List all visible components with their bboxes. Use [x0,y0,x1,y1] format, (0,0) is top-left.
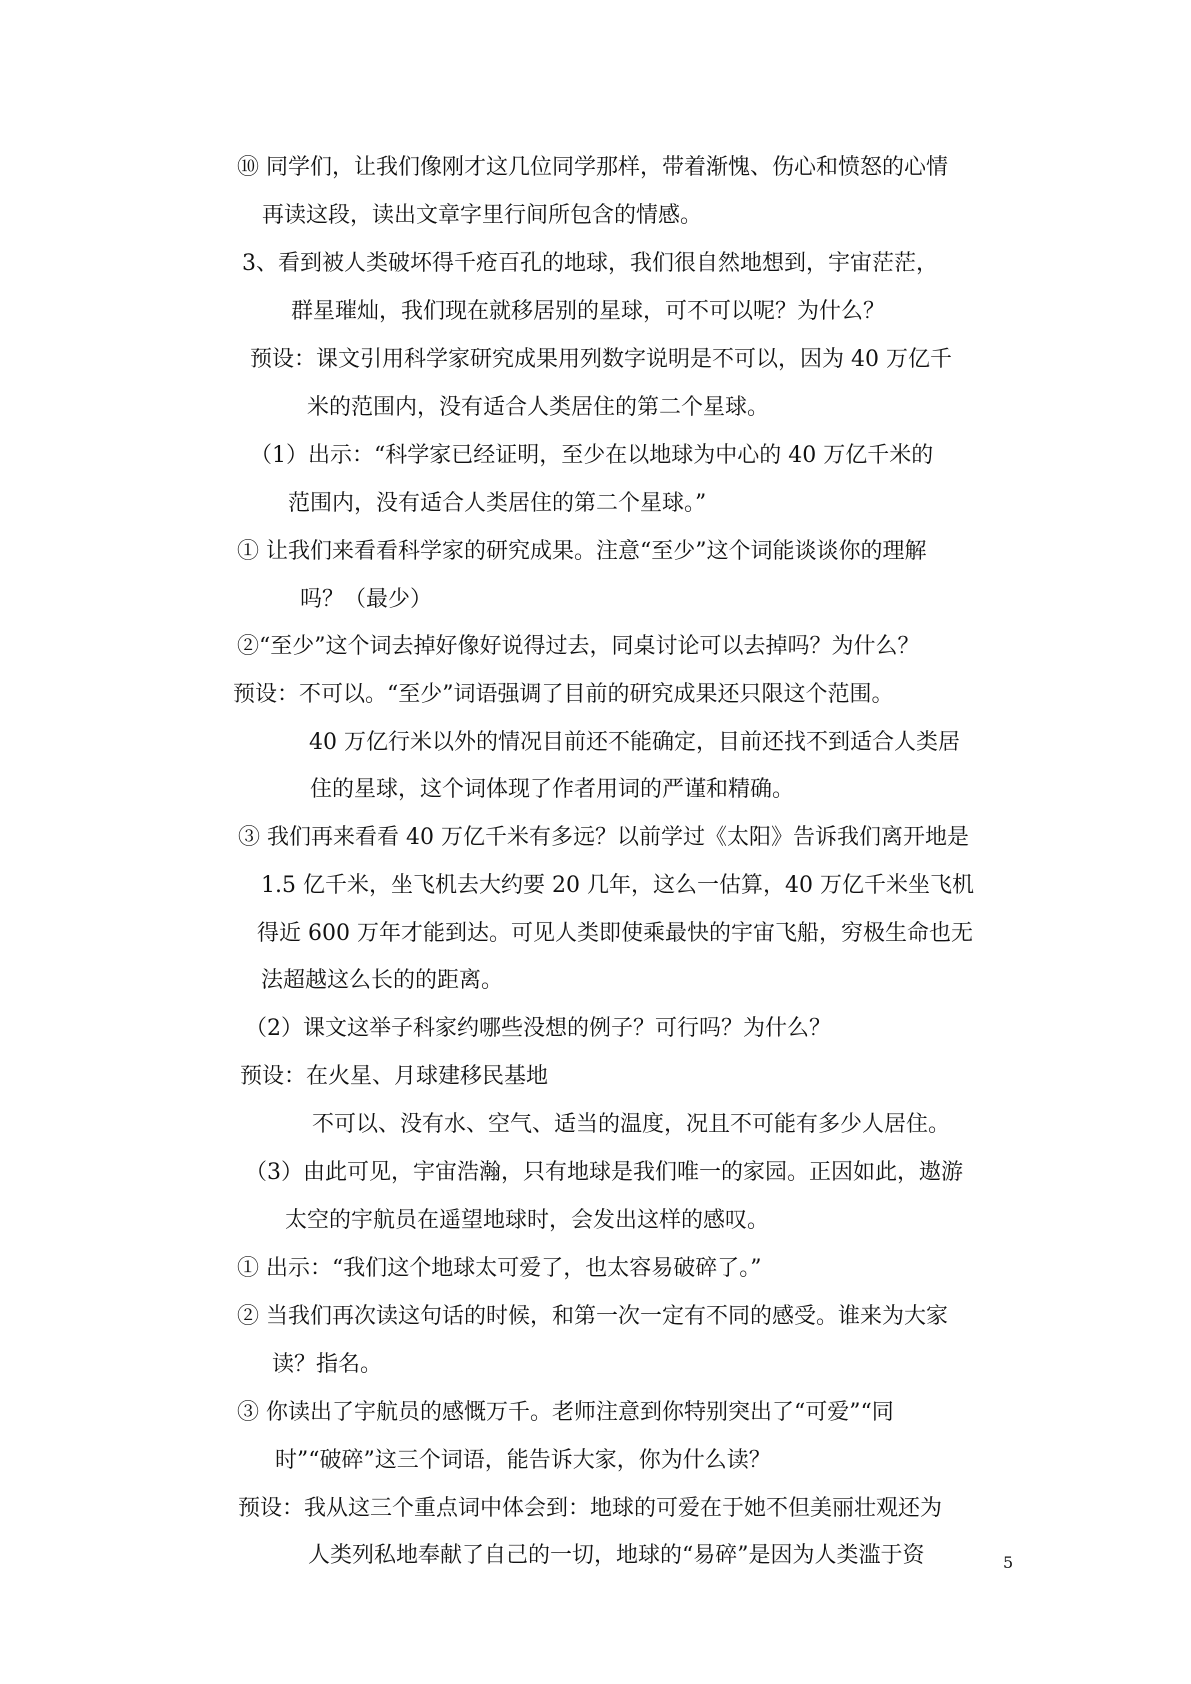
text-line: 预设：在火星、月球建移民基地 [240,1064,549,1089]
text-line: 吗？（最少） [300,587,433,612]
text-line: ⑩ 同学们，让我们像刚才这几位同学那样，带着渐愧、伤心和愤怒的心情 [237,155,948,180]
text-line: 时”“破碎”这三个词语，能告诉大家，你为什么读？ [275,1448,771,1473]
text-line: 法超越这么长的的距离。 [261,968,504,993]
text-line: 群星璀灿，我们现在就移居别的星球，可不可以呢？为什么？ [291,299,886,324]
text-line: ③ 你读出了宇航员的感慨万千。老师注意到你特别突出了“可爱”“同 [237,1400,894,1425]
text-line: 米的范围内，没有适合人类居住的第二个星球。 [307,395,770,420]
text-line: 3、看到被人类破坏得千疮百孔的地球，我们很自然地想到，宇宙茫茫， [242,251,938,276]
text-line: 住的星球，这个词体现了作者用词的严谨和精确。 [310,777,795,802]
page-number: 5 [1003,1553,1014,1572]
text-line: 1.5 亿千米，坐飞机去大约要 20 几年，这么一估算，40 万亿千米坐飞机 [261,873,974,898]
text-line: 预设：课文引用科学家研究成果用列数字说明是不可以，因为 40 万亿千 [250,347,952,372]
text-line: 太空的宇航员在遥望地球时，会发出这样的感叹。 [285,1208,770,1233]
text-line: 不可以、没有水、空气、适当的温度，况且不可能有多少人居住。 [312,1112,951,1137]
text-line: 预设：不可以。“至少”词语强调了目前的研究成果还只限这个范围。 [233,682,894,707]
text-line: （3）由此可见，宇宙浩瀚，只有地球是我们唯一的家园。正因如此，遨游 [245,1160,963,1185]
text-line: ② 当我们再次读这句话的时候，和第一次一定有不同的感受。谁来为大家 [237,1304,948,1329]
text-line: 人类列私地奉献了自己的一切，地球的“易碎”是因为人类滥于资 [308,1543,925,1568]
text-line: ③ 我们再来看看 40 万亿千米有多远？以前学过《太阳》告诉我们离开地是 [238,825,969,850]
text-line: 再读这段，读出文章字里行间所包含的情感。 [262,203,703,228]
text-line: 读？指名。 [272,1352,383,1377]
text-line: （2）课文这举子科家约哪些没想的例子？可行吗？为什么？ [245,1016,831,1041]
text-line: 预设：我从这三个重点词中体会到：地球的可爱在于她不但美丽壮观还为 [238,1496,943,1521]
text-line: （1）出示：“科学家已经证明，至少在以地球为中心的 40 万亿千米的 [250,443,934,468]
text-line: ① 出示：“我们这个地球太可爱了，也太容易破碎了。” [237,1256,762,1281]
text-line: 40 万亿行米以外的情况目前还不能确定，目前还找不到适合人类居 [309,730,960,755]
text-line: ① 让我们来看看科学家的研究成果。注意“至少”这个词能谈谈你的理解 [237,539,927,564]
text-line: 范围内，没有适合人类居住的第二个星球。” [288,491,707,516]
text-line: ②“至少”这个词去掉好像好说得过去，同桌讨论可以去掉吗？为什么？ [237,634,920,659]
text-line: 得近 600 万年才能到达。可见人类即使乘最快的宇宙飞船，穷极生命也无 [257,921,973,946]
